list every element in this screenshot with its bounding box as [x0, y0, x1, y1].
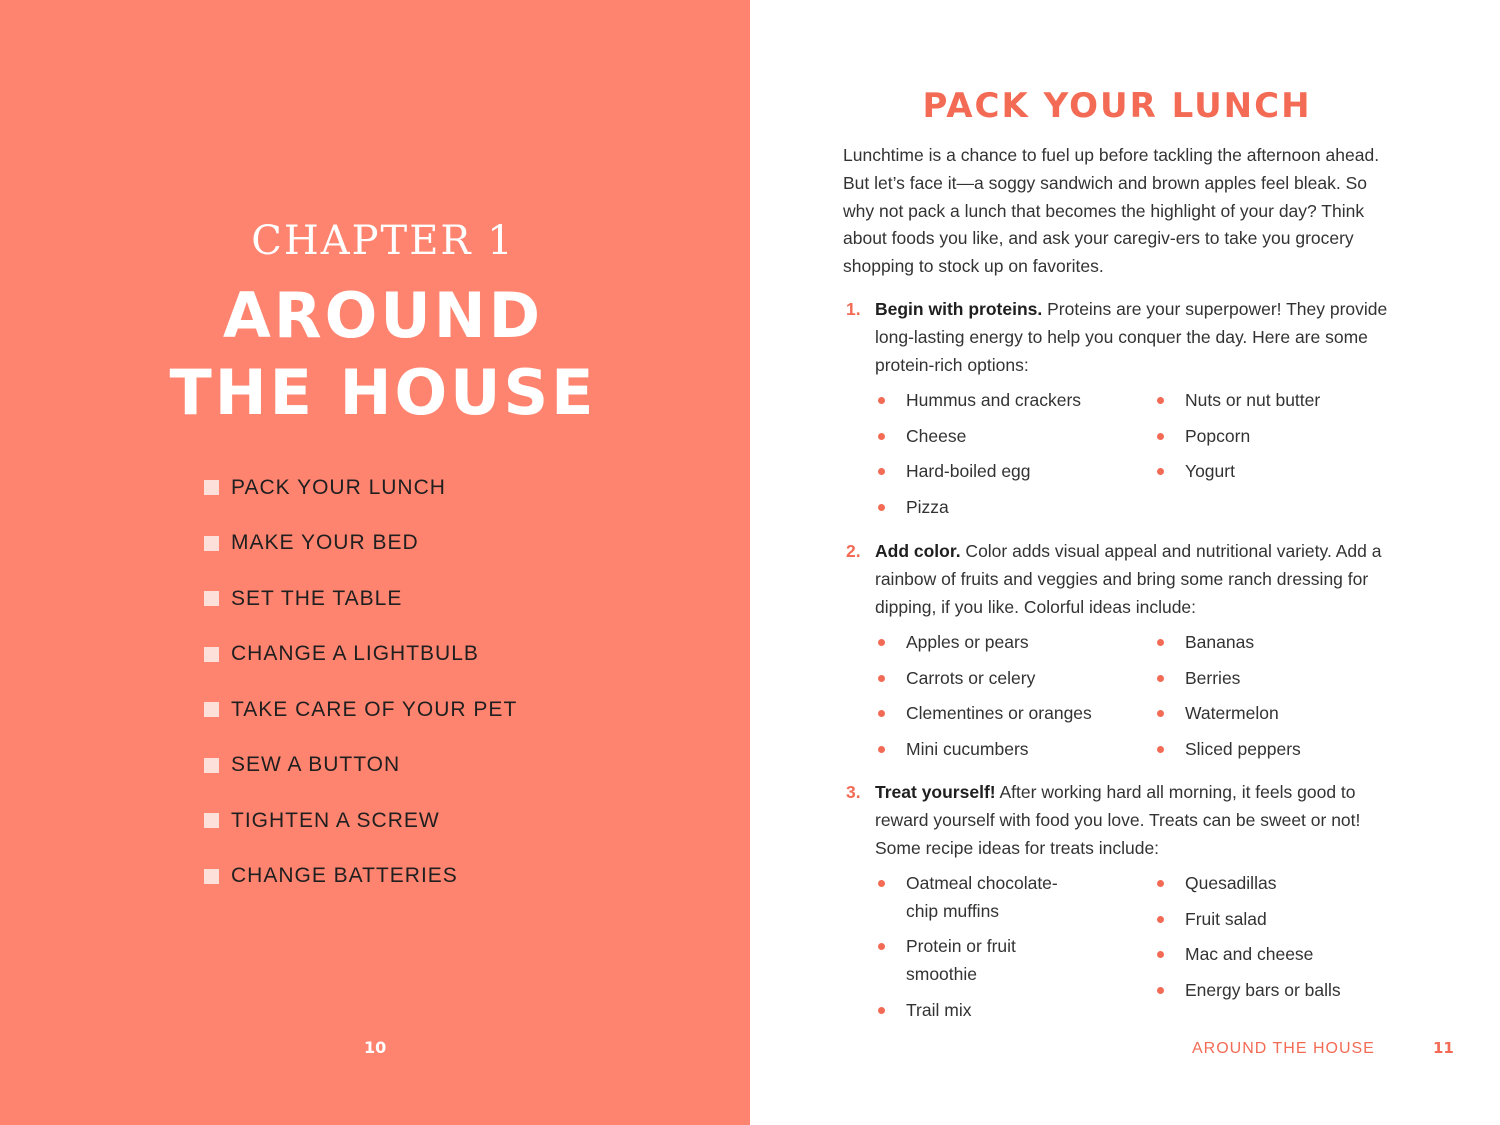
toc-item[interactable]	[204, 793, 517, 849]
bullet-icon	[1157, 951, 1164, 958]
bullet-icon	[878, 675, 885, 682]
list-item	[1157, 629, 1407, 657]
list-item	[1157, 458, 1407, 486]
list-item-text: Energy bars or balls	[1185, 979, 1341, 1000]
step-lead: Begin with proteins.	[875, 299, 1043, 319]
bullet-column	[1157, 629, 1407, 771]
toc-item-label: CHANGE A LIGHTBULB	[231, 642, 479, 666]
list-item	[878, 629, 1128, 657]
list-item	[878, 494, 1128, 522]
list-item	[878, 387, 1128, 415]
list-item	[878, 933, 1078, 989]
bullet-column	[1157, 387, 1407, 494]
list-item	[1157, 906, 1407, 934]
list-item-text: Popcorn	[1185, 425, 1251, 446]
list-item-text: Bananas	[1185, 632, 1255, 652]
bullet-icon	[1157, 987, 1164, 994]
list-item	[878, 423, 1128, 451]
bullet-icon	[878, 504, 885, 511]
list-item-text: Cheese	[906, 425, 967, 446]
bullet-icon	[878, 943, 885, 950]
bullet-icon	[1157, 433, 1164, 440]
list-item-text: Sliced peppers	[1185, 738, 1301, 759]
step-text	[875, 779, 1406, 862]
step-3	[846, 779, 1406, 862]
list-item-text: Hummus and crackers	[906, 390, 1082, 410]
toc-item-label: SEW A BUTTON	[231, 753, 401, 777]
step-number: 1.	[846, 299, 861, 319]
intro-paragraph: Lunchtime is a chance to fuel up before tackling the afternoon ahead. But let’s face it—a soggy sandwich and brown apples feel bleak. So why not pack a lunch that becomes the highlight of your day? Think about foods you like, and ask your caregiv-ers to take you grocery shopping to stock up on favorites.	[843, 145, 1380, 277]
checkbox-icon	[204, 480, 219, 495]
toc-item[interactable]	[204, 738, 517, 794]
bullet-icon	[878, 639, 885, 646]
bullet-icon	[1157, 710, 1164, 717]
list-item-text: Quesadillas	[1185, 873, 1277, 893]
list-item-text: Apples or pears	[906, 632, 1029, 652]
checkbox-icon	[204, 702, 219, 717]
toc-item[interactable]	[204, 682, 517, 738]
step-number: 2.	[846, 541, 861, 561]
list-item	[1157, 736, 1407, 764]
bullet-icon	[878, 1007, 885, 1014]
bullet-icon	[1157, 746, 1164, 753]
toc-item-label: MAKE YOUR BED	[231, 531, 419, 555]
toc-item[interactable]	[204, 460, 517, 516]
toc-item-label: TAKE CARE OF YOUR PET	[231, 697, 518, 721]
list-item	[1157, 941, 1407, 969]
list-item-text: Oatmeal chocolate-chip muffins	[906, 873, 1058, 921]
step-1	[846, 296, 1406, 379]
list-item-text: Yogurt	[1185, 461, 1235, 482]
step-text	[875, 296, 1406, 379]
list-item	[1157, 870, 1407, 898]
bullet-column	[878, 870, 1078, 1032]
bullet-icon	[1157, 639, 1164, 646]
step-lead: Add color.	[875, 541, 961, 561]
section-title: PACK YOUR LUNCH	[922, 86, 1312, 126]
step-description: After working hard all morning, it feels good to reward yourself with food you love. Treats can be sweet or not! Some recipe ideas for treats include:	[875, 782, 1361, 858]
step-description: Color adds visual appeal and nutritional variety. Add a rainbow of fruits and veggies and bring some ranch dressing for dipping, if you like. Colorful ideas include:	[875, 541, 1382, 617]
list-item-text: Clementines or oranges	[906, 703, 1092, 724]
list-item-text: Nuts or nut butter	[1185, 390, 1321, 410]
list-item-text: Trail mix	[906, 999, 972, 1020]
checkbox-icon	[204, 813, 219, 828]
toc-item[interactable]	[204, 627, 517, 683]
bullet-column	[1157, 870, 1407, 1012]
list-item-text: Fruit salad	[1185, 908, 1267, 929]
bullet-icon	[878, 880, 885, 887]
list-item	[878, 700, 1128, 728]
list-item	[878, 997, 1078, 1025]
bullet-icon	[1157, 468, 1164, 475]
list-item-text: Mini cucumbers	[906, 738, 1029, 759]
list-item	[1157, 387, 1407, 415]
step-text	[875, 538, 1406, 621]
bullet-column	[878, 387, 1128, 529]
bullet-icon	[878, 433, 885, 440]
toc-item-label: CHANGE BATTERIES	[231, 864, 458, 888]
checkbox-icon	[204, 758, 219, 773]
table-of-contents	[204, 460, 517, 904]
toc-item-label: SET THE TABLE	[231, 586, 403, 610]
chapter-title-line2: THE HOUSE	[169, 356, 597, 429]
list-item	[878, 736, 1128, 764]
bullet-icon	[1157, 880, 1164, 887]
page-number-left: 10	[364, 1038, 387, 1057]
list-item	[1157, 423, 1407, 451]
list-item	[878, 870, 1078, 926]
checkbox-icon	[204, 591, 219, 606]
toc-item[interactable]	[204, 516, 517, 572]
list-item-text: Protein or fruit smoothie	[906, 936, 1016, 985]
chapter-label: CHAPTER 1	[251, 218, 515, 264]
running-footer: AROUND THE HOUSE	[1192, 1040, 1375, 1057]
bullet-icon	[1157, 916, 1164, 923]
bullet-column	[878, 629, 1128, 771]
checkbox-icon	[204, 536, 219, 551]
list-item	[1157, 700, 1407, 728]
toc-item[interactable]	[204, 849, 517, 905]
list-item	[878, 458, 1128, 486]
step-number: 3.	[846, 782, 861, 802]
toc-item[interactable]	[204, 571, 517, 627]
step-2	[846, 538, 1406, 621]
list-item-text: Berries	[1185, 667, 1241, 688]
list-item-text: Hard-boiled egg	[906, 461, 1031, 482]
list-item	[878, 665, 1128, 693]
list-item-text: Pizza	[906, 496, 949, 517]
bullet-icon	[878, 468, 885, 475]
chapter-title-line1: AROUND	[222, 279, 544, 352]
step-lead: Treat yourself!	[875, 782, 996, 802]
right-page	[750, 0, 1500, 1125]
toc-item-label: PACK YOUR LUNCH	[231, 475, 446, 499]
bullet-icon	[878, 397, 885, 404]
list-item-text: Mac and cheese	[1185, 944, 1314, 965]
bullet-icon	[878, 746, 885, 753]
list-item	[1157, 665, 1407, 693]
bullet-icon	[1157, 675, 1164, 682]
bullet-icon	[1157, 397, 1164, 404]
step-description: Proteins are your superpower! They provide long-lasting energy to help you conquer the day. Here are some protein-rich options:	[875, 299, 1388, 375]
bullet-icon	[878, 710, 885, 717]
checkbox-icon	[204, 869, 219, 884]
checkbox-icon	[204, 647, 219, 662]
list-item-text: Carrots or celery	[906, 667, 1036, 688]
toc-item-label: TIGHTEN A SCREW	[231, 808, 440, 832]
list-item-text: Watermelon	[1185, 703, 1279, 724]
list-item	[1157, 977, 1407, 1005]
page-number-right: 11	[1433, 1039, 1454, 1057]
